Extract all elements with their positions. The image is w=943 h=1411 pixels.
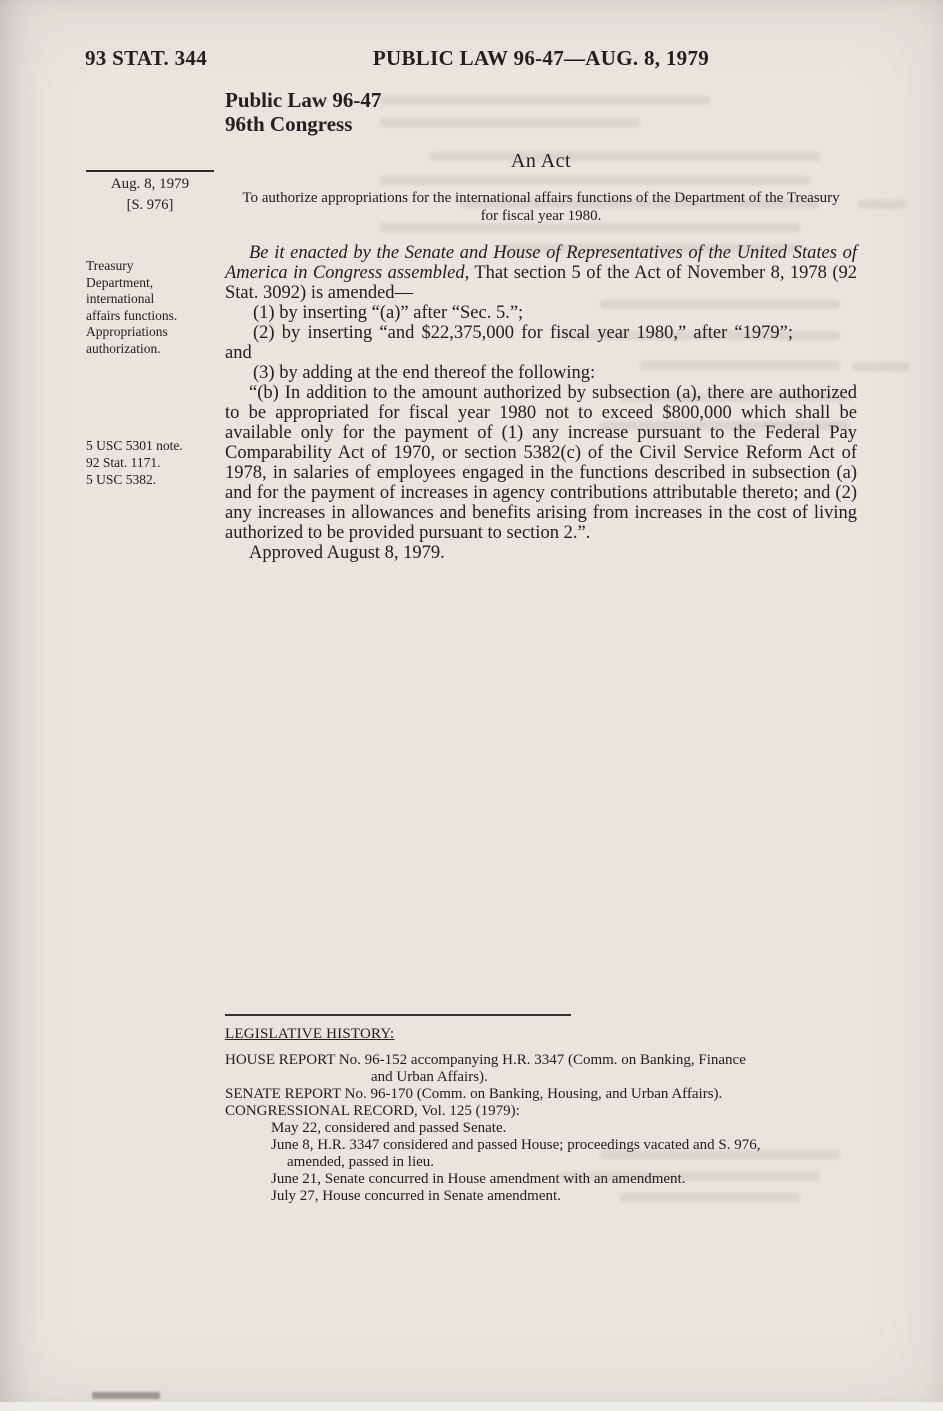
act-preamble: To authorize appropriations for the international affairs functions of the Department of the Treasury for fiscal year 1980. bbox=[242, 190, 840, 224]
enactment-date-block bbox=[86, 170, 214, 214]
margin-note-subject-line: Treasury bbox=[86, 258, 134, 273]
history-line: June 21, Senate concurred in House amendment with an amendment. bbox=[271, 1171, 686, 1187]
legislative-history-lines bbox=[225, 1052, 865, 1205]
enacting-clause-italic: Be it enacted by the Senate and House of Representatives of the United States of America in Congress assembled, bbox=[225, 243, 857, 283]
history-line: May 22, considered and passed Senate. bbox=[271, 1120, 507, 1136]
amendment-clause-1: (1) by inserting “(a)” after “Sec. 5.”; bbox=[253, 303, 524, 323]
running-header bbox=[85, 46, 857, 74]
approval-line: Approved August 8, 1979. bbox=[249, 543, 445, 563]
margin-note-citations bbox=[86, 437, 228, 488]
history-line: July 27, House concurred in Senate amendment. bbox=[271, 1188, 561, 1204]
act-text bbox=[225, 243, 857, 563]
history-line: SENATE REPORT No. 96-170 (Comm. on Banking, Housing, and Urban Affairs). bbox=[225, 1086, 723, 1102]
scan-edge-strip bbox=[0, 1402, 943, 1411]
history-divider bbox=[225, 1014, 571, 1016]
margin-note-subject-line: Department, bbox=[86, 274, 154, 290]
law-number: Public Law 96-47 bbox=[225, 88, 382, 112]
history-line: amended, passed in lieu. bbox=[287, 1154, 435, 1170]
bleedthrough-mark bbox=[852, 362, 910, 371]
amendment-clause-2: (2) by inserting “and $22,375,000 for fiscal year 1980,” after “1979”; and bbox=[225, 323, 793, 363]
legislative-history-heading: LEGISLATIVE HISTORY: bbox=[225, 1026, 395, 1042]
margin-note-citations-line: 92 Stat. 1171. bbox=[86, 455, 161, 470]
enactment-date: Aug. 8, 1979 bbox=[86, 170, 214, 193]
history-line: HOUSE REPORT No. 96-152 accompanying H.R. 3347 (Comm. on Banking, Finance bbox=[225, 1052, 746, 1068]
legislative-history bbox=[225, 1014, 865, 1205]
enacting-clause bbox=[225, 243, 857, 303]
congress-label: 96th Congress bbox=[225, 112, 353, 136]
history-line: June 8, H.R. 3347 considered and passed House; proceedings vacated and S. 976, bbox=[271, 1137, 761, 1153]
enacting-clause-rest: That section 5 of the Act of November 8, 1978 (92 Stat. 3092) is amended— bbox=[225, 263, 857, 303]
bill-number: [S. 976] bbox=[126, 197, 174, 213]
margin-note-citations-line: 5 USC 5382. bbox=[86, 472, 157, 487]
margin-note-citations-line: 5 USC 5301 note. bbox=[86, 438, 183, 453]
stat-page-number: 93 STAT. 344 bbox=[85, 46, 208, 70]
margin-note-subject bbox=[86, 258, 224, 357]
history-line: CONGRESSIONAL RECORD, Vol. 125 (1979): bbox=[225, 1103, 520, 1119]
margin-note-subject-line: affairs functions. bbox=[86, 307, 178, 323]
margin-note-subject-line: authorization. bbox=[86, 340, 161, 356]
running-header-title: PUBLIC LAW 96-47—AUG. 8, 1979 bbox=[372, 46, 710, 70]
margin-note-subject-line: Appropriations bbox=[86, 324, 168, 339]
amendment-clause-3: (3) by adding at the end thereof the following: bbox=[253, 363, 596, 383]
act-body bbox=[225, 88, 857, 563]
subsection-b-text: “(b) In addition to the amount authorized by subsection (a), there are authorized to be appropriated for fiscal year 1980 not to exceed $800,000 which shall be available only for the payment of (1) any increase pursuant to the Federal Pay Comparability Act of 1970, or section 5382(c) of the Civil Service Reform Act of 1978, in salaries of employees engaged in the functions described in subsection (a) and for the payment of increases in agency contributions attributable thereto; and (2) any increases in allowances and benefits arising from increases in the cost of living authorized to be provided pursuant to section 2.”. bbox=[225, 383, 857, 543]
bleedthrough-mark bbox=[858, 200, 906, 209]
margin-note-subject-line: international bbox=[86, 291, 155, 306]
act-heading: An Act bbox=[510, 150, 572, 172]
history-line: and Urban Affairs). bbox=[371, 1069, 488, 1085]
scan-smudge bbox=[92, 1392, 160, 1399]
